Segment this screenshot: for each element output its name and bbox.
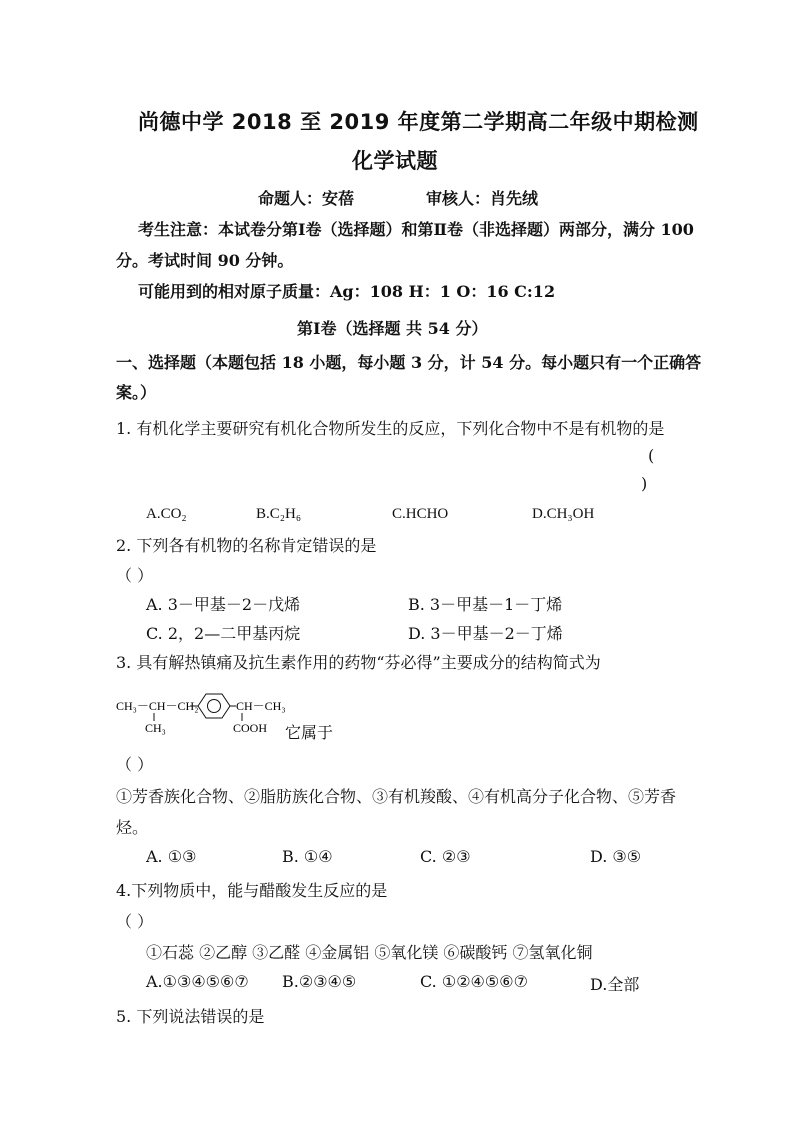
question-3-belongs-to: 它属于 xyxy=(285,723,334,742)
subject-title: 化学试题 xyxy=(352,149,438,173)
question-2-option-a: A. 3－甲基－2－戊烯 xyxy=(146,595,301,614)
structure-left-chain: CH₃－CH－CH₂ xyxy=(116,699,199,713)
question-3-stem: 3. 具有解热镇痛及抗生素作用的药物“芬必得”主要成分的结构简式为 xyxy=(116,653,601,672)
question-3-answer-paren: （ ） xyxy=(116,755,154,774)
question-1-option-d: D.CH₃OH xyxy=(532,506,595,522)
question-1-paren-close: ) xyxy=(641,474,648,493)
question-3-list-line1: ①芳香族化合物、②脂肪族化合物、③有机羧酸、④有机高分子化合物、⑤芳香 xyxy=(116,787,677,806)
question-2-option-c: C. 2，2—二甲基丙烷 xyxy=(146,624,301,643)
benzene-ring-circle xyxy=(208,700,221,713)
question-1-stem: 1. 有机化学主要研究有机化合物所发生的反应，下列化合物中不是有机物的是 xyxy=(116,419,665,438)
question-4-option-b: B.②③④⑤ xyxy=(282,972,357,991)
question-2-option-b: B. 3－甲基－1－丁烯 xyxy=(408,595,563,614)
ibuprofen-structure-diagram xyxy=(112,688,292,744)
author-label: 命题人：安蓓 xyxy=(258,189,355,208)
question-5-stem: 5. 下列说法错误的是 xyxy=(116,1007,265,1026)
question-2-option-d: D. 3－甲基－2－丁烯 xyxy=(408,624,563,643)
section-instructions-line1: 一、选择题（本题包括 18 小题，每小题 3 分，计 54 分。每小题只有一个正确答 xyxy=(116,353,702,372)
question-1-option-c: C.HCHO xyxy=(392,506,449,522)
question-3-option-b: B. ①④ xyxy=(282,847,333,866)
question-2-answer-paren: （ ） xyxy=(116,566,154,585)
question-1-option-b: B.C₂H₆ xyxy=(256,506,302,522)
question-3-option-d: D. ③⑤ xyxy=(590,847,642,866)
benzene-ring xyxy=(198,694,230,718)
question-4-substances: ①石蕊 ②乙醇 ③乙醛 ④金属铝 ⑤氧化镁 ⑥碳酸钙 ⑦氢氧化铜 xyxy=(146,943,593,962)
question-2-stem: 2. 下列各有机物的名称肯定错误的是 xyxy=(116,536,377,555)
question-3-option-a: A. ①③ xyxy=(146,847,197,866)
section-instructions-line2: 案。） xyxy=(116,383,157,402)
atomic-masses: 可能用到的相对原子质量：Ag：108 H：1 O：16 C:12 xyxy=(138,282,556,301)
section-title: 第Ⅰ卷（选择题 共 54 分） xyxy=(297,319,488,338)
structure-acid-group: COOH xyxy=(233,721,268,735)
exam-notice-line1: 考生注意：本试卷分第Ⅰ卷（选择题）和第Ⅱ卷（非选择题）两部分，满分 100 xyxy=(138,220,694,239)
question-4-stem: 4.下列物质中，能与醋酸发生反应的是 xyxy=(116,881,388,900)
question-3-list-line2: 烃。 xyxy=(116,818,149,837)
structure-branch-methyl: CH₃ xyxy=(145,721,166,735)
exam-notice-line2: 分。考试时间 90 分钟。 xyxy=(116,251,294,270)
reviewer-label: 审核人：肖先绒 xyxy=(426,189,539,208)
question-4-option-d: D.全部 xyxy=(590,975,640,994)
question-1-paren-open: ( xyxy=(648,446,655,465)
question-4-answer-paren: （ ） xyxy=(116,912,154,931)
structure-right-chain: CH－CH₃ xyxy=(236,699,286,713)
question-4-option-c: C. ①②④⑤⑥⑦ xyxy=(420,972,528,991)
question-3-option-c: C. ②③ xyxy=(420,847,471,866)
exam-title: 尚德中学 2018 至 2019 年度第二学期高二年级中期检测 xyxy=(138,110,699,134)
question-4-option-a: A.①③④⑤⑥⑦ xyxy=(146,972,249,991)
question-1-option-a: A.CO₂ xyxy=(146,506,187,522)
